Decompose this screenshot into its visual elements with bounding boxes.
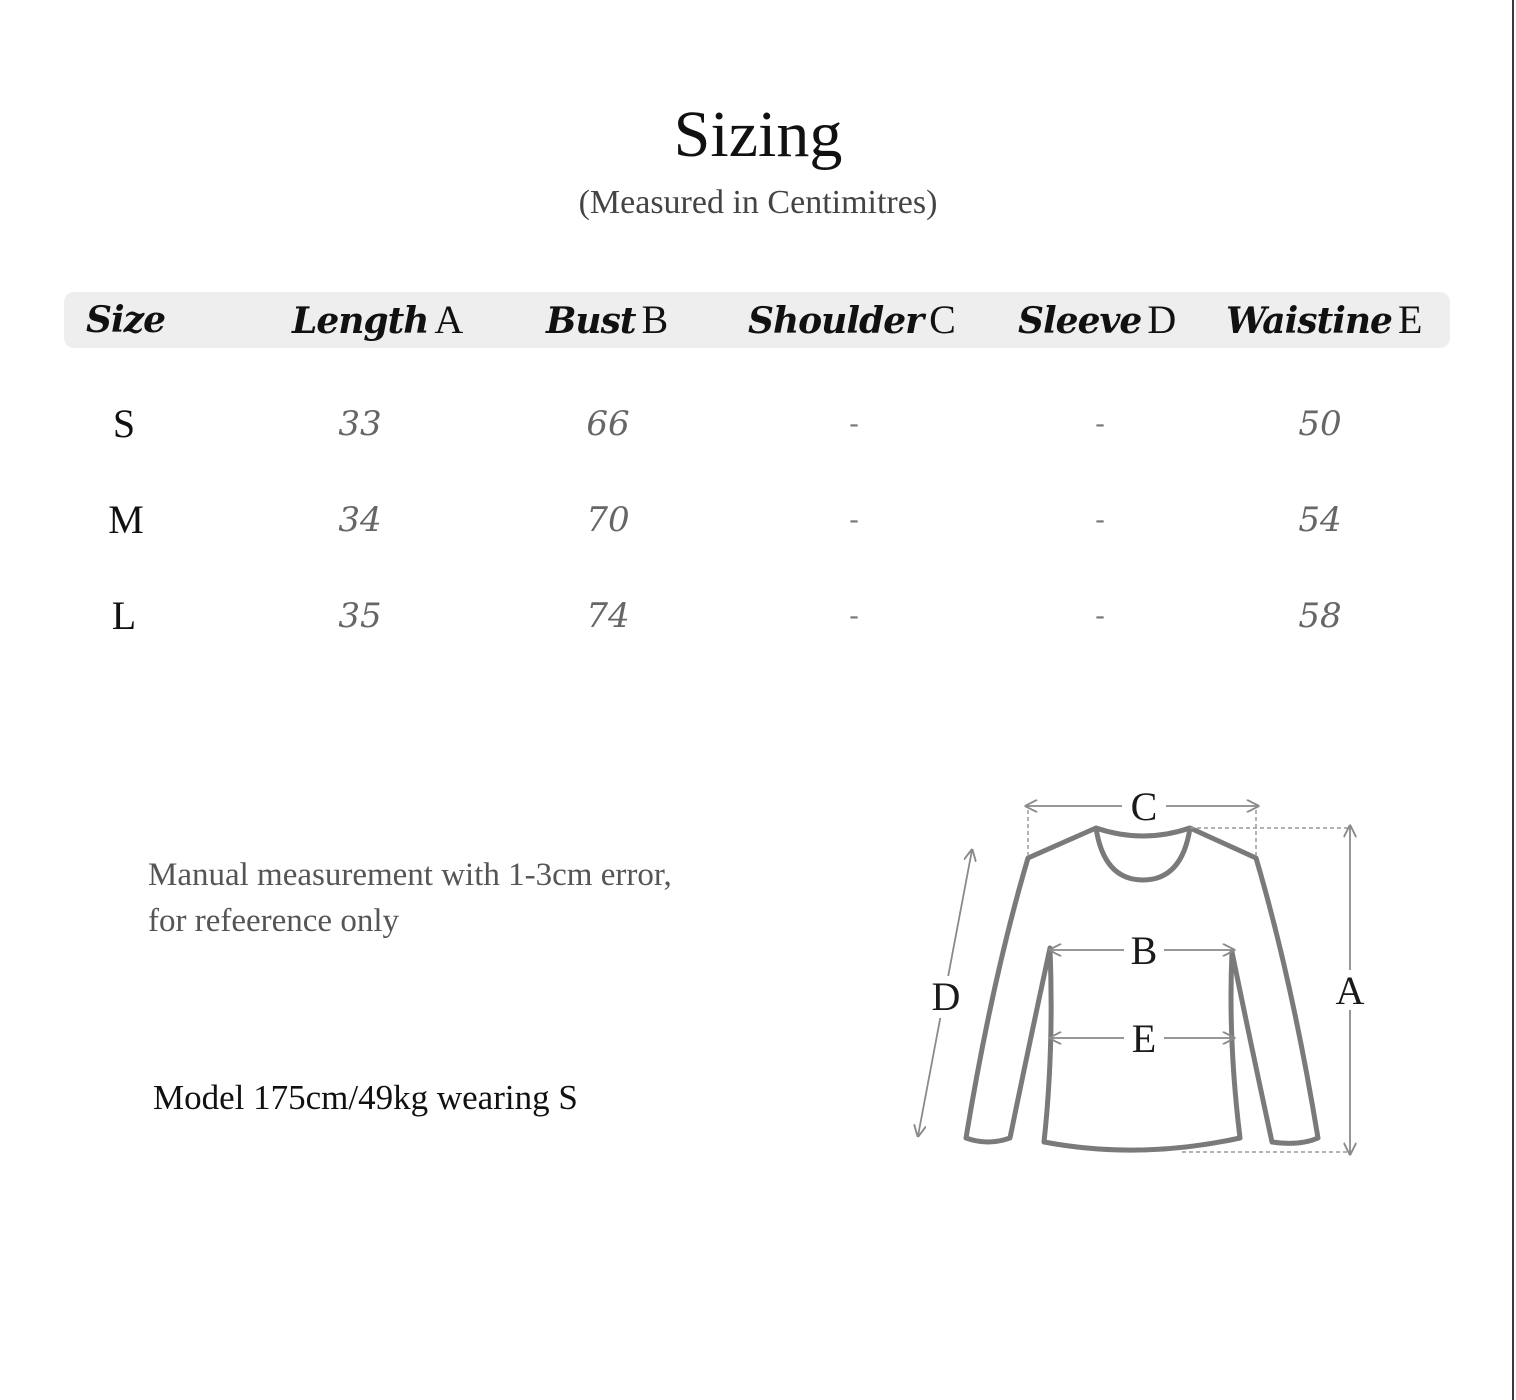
row-s-shoulder: - xyxy=(849,408,859,439)
row-s-bust: 66 xyxy=(586,404,630,444)
page-title: Sizing xyxy=(673,98,843,171)
header-length xyxy=(292,292,463,348)
header-bust-label: Bust xyxy=(546,300,636,342)
header-waist xyxy=(1226,292,1422,348)
header-waist-letter: E xyxy=(1397,297,1423,342)
row-m-waist: 54 xyxy=(1298,500,1342,540)
header-shoulder xyxy=(748,292,956,348)
label-d: D xyxy=(931,974,961,1019)
row-s-length: 33 xyxy=(338,404,382,444)
row-l-length: 35 xyxy=(338,596,382,636)
row-m-sleeve: - xyxy=(1095,504,1105,535)
label-c: C xyxy=(1130,784,1158,829)
header-bust-letter: B xyxy=(641,297,669,342)
row-l-shoulder: - xyxy=(849,600,859,631)
header-sleeve-letter: D xyxy=(1147,297,1177,342)
header-size xyxy=(86,292,165,348)
label-e: E xyxy=(1131,1016,1157,1061)
label-a: A xyxy=(1335,968,1365,1013)
row-m-shoulder: - xyxy=(849,504,859,535)
label-b: B xyxy=(1130,928,1158,973)
row-l-bust: 74 xyxy=(586,596,630,636)
row-l-sleeve: - xyxy=(1095,600,1105,631)
row-m-bust: 70 xyxy=(586,500,630,540)
garment-outline xyxy=(966,828,1318,1150)
header-size-label: Size xyxy=(86,299,166,341)
row-l-size: L xyxy=(111,593,137,638)
header-length-label: Length xyxy=(292,300,429,342)
header-bust xyxy=(546,292,668,348)
header-shoulder-label: Shoulder xyxy=(748,300,924,342)
note-line-1: Manual measurement with 1-3cm error, xyxy=(148,857,672,893)
model-info: Model 175cm/49kg wearing S xyxy=(153,1078,578,1117)
row-s-size: S xyxy=(112,401,136,446)
header-length-letter: A xyxy=(434,297,464,342)
header-waist-label: Waistine xyxy=(1226,300,1392,342)
row-s-sleeve: - xyxy=(1095,408,1105,439)
row-l-waist: 58 xyxy=(1298,596,1342,636)
row-m-size: M xyxy=(108,497,144,542)
measurement-note xyxy=(148,852,788,944)
header-sleeve xyxy=(1018,292,1176,348)
note-line-2: for refeerence only xyxy=(148,903,399,939)
row-s-waist: 50 xyxy=(1298,404,1342,444)
row-m-length: 34 xyxy=(338,500,382,540)
header-sleeve-label: Sleeve xyxy=(1018,300,1142,342)
garment-diagram xyxy=(900,780,1370,1180)
page-subtitle: (Measured in Centimitres) xyxy=(578,184,938,221)
header-shoulder-letter: C xyxy=(929,297,956,342)
